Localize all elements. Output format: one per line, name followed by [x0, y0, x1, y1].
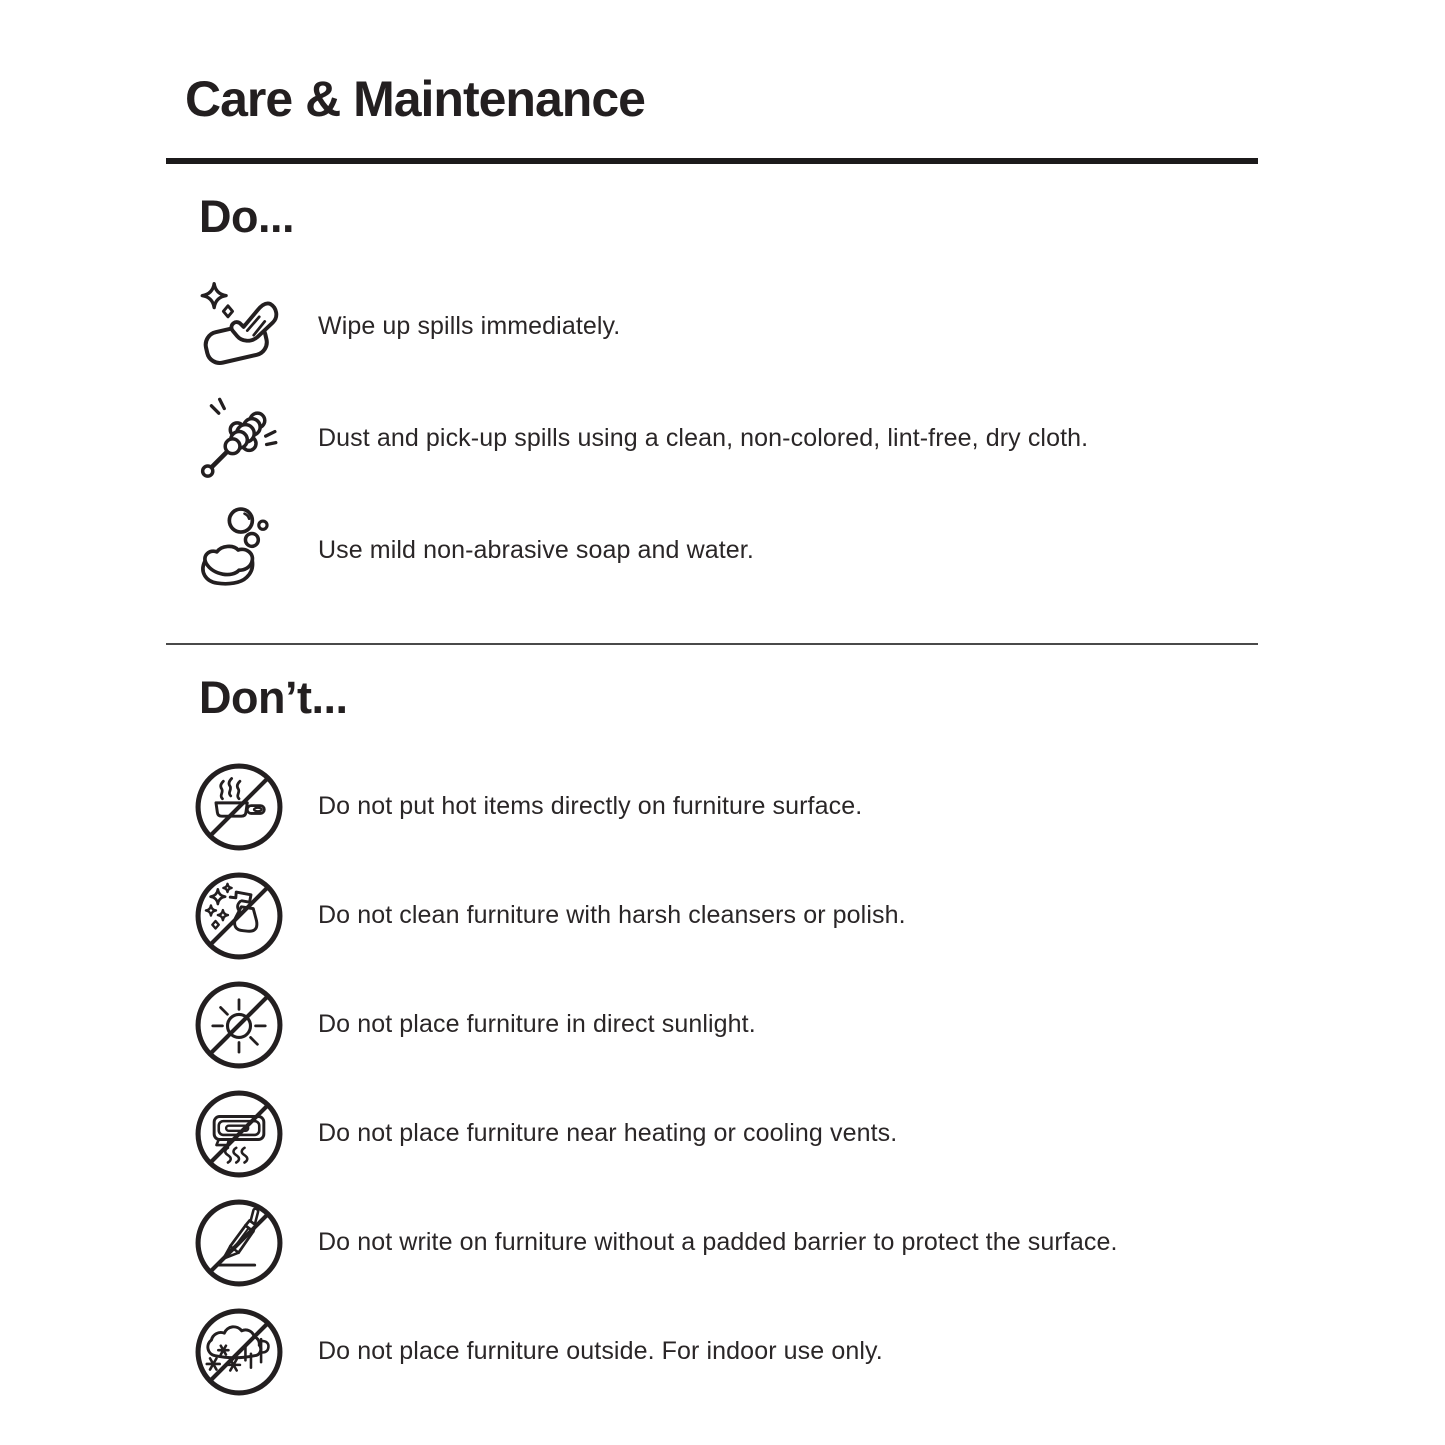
list-item [166, 861, 1258, 970]
section-divider [166, 643, 1258, 645]
dont-heading: Don’t... [199, 672, 348, 724]
item-text: Wipe up spills immediately. [318, 311, 621, 340]
item-text: Use mild non-abrasive soap and water. [318, 535, 754, 564]
list-item [166, 270, 1258, 382]
list-item [166, 1297, 1258, 1406]
list-item [166, 382, 1258, 494]
dont-section [166, 672, 1258, 1406]
no-harsh-cleansers-icon [193, 870, 285, 962]
no-writing-icon [193, 1197, 285, 1289]
list-item [166, 494, 1258, 606]
item-text: Do not place furniture near heating or cooling vents. [318, 1119, 898, 1147]
item-text: Dust and pick-up spills using a clean, non-colored, lint-free, dry cloth. [318, 423, 1089, 452]
do-heading: Do... [199, 190, 294, 242]
item-text: Do not place furniture in direct sunlight. [318, 1010, 756, 1038]
title-divider [166, 158, 1258, 164]
no-hot-items-icon [193, 761, 285, 853]
list-item [166, 752, 1258, 861]
item-text: Do not put hot items directly on furniture surface. [318, 792, 863, 820]
soap-bubbles-icon [193, 504, 285, 596]
page-title: Care & Maintenance [185, 71, 645, 127]
list-item [166, 1188, 1258, 1297]
item-text: Do not write on furniture without a padded barrier to protect the surface. [318, 1228, 1118, 1256]
no-direct-sunlight-icon [193, 979, 285, 1071]
wipe-hand-icon [193, 280, 285, 372]
list-item [166, 970, 1258, 1079]
list-item [166, 1079, 1258, 1188]
item-text: Do not place furniture outside. For indoor use only. [318, 1337, 883, 1365]
do-section [166, 191, 1258, 607]
no-heating-cooling-vents-icon [193, 1088, 285, 1180]
no-outdoor-use-icon [193, 1306, 285, 1398]
feather-duster-icon [193, 392, 285, 484]
item-text: Do not clean furniture with harsh cleansers or polish. [318, 901, 906, 929]
